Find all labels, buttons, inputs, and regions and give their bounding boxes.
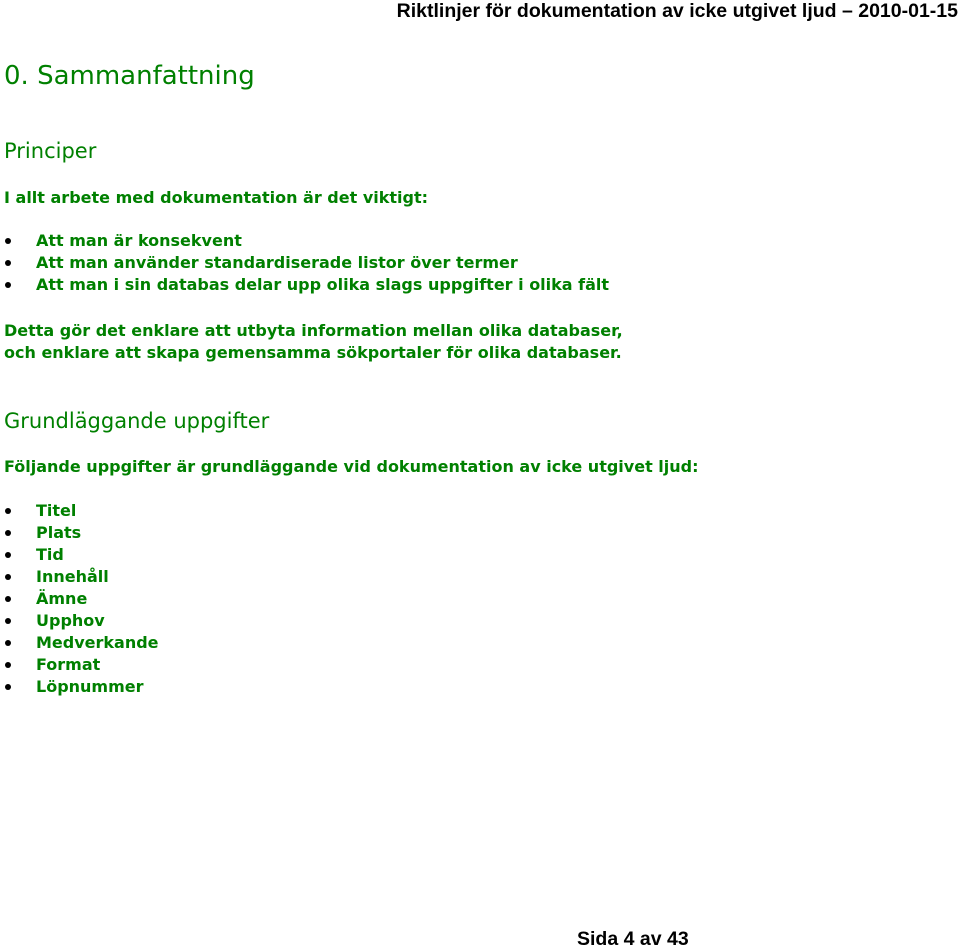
bullet-icon [5, 508, 11, 514]
list-item: Titel [0, 500, 159, 522]
bullet-icon [5, 662, 11, 668]
bullet-icon [5, 282, 11, 288]
basic-info-list [0, 500, 159, 698]
bullet-icon [5, 640, 11, 646]
principles-intro: I allt arbete med dokumentation är det viktigt: [4, 188, 429, 207]
list-item: Plats [0, 522, 159, 544]
bullet-icon [5, 552, 11, 558]
bullet-icon [5, 260, 11, 266]
list-item: Medverkande [0, 632, 159, 654]
section-heading-summary: 0. Sammanfattning [4, 61, 255, 91]
list-item: Ämne [0, 588, 159, 610]
list-item: Tid [0, 544, 159, 566]
list-item: Att man i sin databas delar upp olika slags uppgifter i olika fält [0, 274, 609, 296]
bullet-icon [5, 238, 11, 244]
bullet-icon [5, 618, 11, 624]
principles-paragraph-line-2: och enklare att skapa gemensamma sökportaler för olika databaser. [4, 343, 622, 362]
list-item: Innehåll [0, 566, 159, 588]
basic-info-intro: Följande uppgifter är grundläggande vid dokumentation av icke utgivet ljud: [4, 457, 699, 476]
subheading-basic-info: Grundläggande uppgifter [4, 409, 270, 433]
bullet-icon [5, 530, 11, 536]
page-number: Sida 4 av 43 [577, 928, 689, 950]
list-item: Att man är konsekvent [0, 230, 609, 252]
subheading-principles: Principer [4, 139, 97, 163]
list-item: Löpnummer [0, 676, 159, 698]
principles-paragraph-line-1: Detta gör det enklare att utbyta information mellan olika databaser, [4, 321, 623, 340]
list-item: Format [0, 654, 159, 676]
bullet-icon [5, 596, 11, 602]
bullet-icon [5, 684, 11, 690]
list-item: Att man använder standardiserade listor över termer [0, 252, 609, 274]
document-header: Riktlinjer för dokumentation av icke utgivet ljud – 2010-01-15 [396, 0, 958, 22]
principles-list [0, 230, 609, 296]
bullet-icon [5, 574, 11, 580]
list-item: Upphov [0, 610, 159, 632]
